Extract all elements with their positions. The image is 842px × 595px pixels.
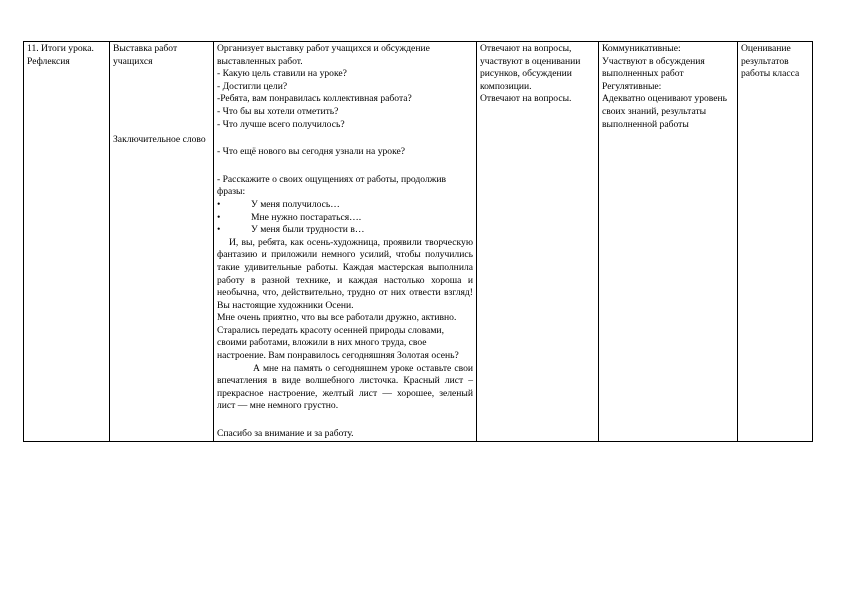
teacher-thanks: Спасибо за внимание и за работу. <box>217 428 354 440</box>
regulatory-title: Регулятивные: <box>602 80 662 92</box>
phrase-text: Мне нужно постараться…. <box>251 211 362 223</box>
teacher-question: - Что бы вы хотели отметить? <box>217 105 339 117</box>
teacher-question: - Достигли цели? <box>217 80 288 92</box>
list-item <box>217 199 473 212</box>
list-item <box>217 224 473 237</box>
bullet-icon: • <box>217 198 221 210</box>
teacher-question: - Какую цель ставили на уроке? <box>217 68 347 80</box>
communicative-text: Участвуют в обсуждения выполненных работ <box>602 55 705 80</box>
teacher-pleasant: Мне очень приятно, что вы все работали дружно, активно. Старались передать красоту осенней природы словами, своими работами, вложили в них много труда, свое настроение. Вам понравилось сегодняшняя Золотая осень? <box>217 312 459 362</box>
students-activity: Отвечают на вопросы, участвуют в оценивании рисунков, обсуждении композиции. <box>480 43 581 92</box>
content-cell <box>110 42 214 442</box>
uud-cell <box>599 42 738 442</box>
lesson-table <box>23 41 813 442</box>
phrase-text: У меня получилось… <box>251 198 340 210</box>
list-item <box>217 212 473 225</box>
bullet-icon: • <box>217 224 221 236</box>
teacher-question-new: - Что ещё нового вы сегодня узнали на уроке? <box>217 146 406 158</box>
teacher-tell-prompt: - Расскажите о своих ощущениях от работы, продолжив фразы: <box>217 173 447 198</box>
stage-title: 11. Итоги урока. <box>27 43 94 54</box>
phrase-text: У меня были трудности в… <box>251 224 365 236</box>
stage-subtitle: Рефлексия <box>27 55 70 67</box>
bullet-icon: • <box>217 211 221 223</box>
students-answers: Отвечают на вопросы. <box>480 93 572 105</box>
teacher-question: -Ребята, вам понравилась коллективная работа? <box>217 93 412 105</box>
stage-cell <box>24 42 110 442</box>
control-cell <box>738 42 813 442</box>
teacher-cell <box>214 42 477 442</box>
teacher-memory: А мне на память о сегодняшнем уроке оставьте свои впечатления в виде волшебного листочка. Красный лист – прекрасное настроение, желтый лист — хорошее, зеленый лист — мне немного грустно. <box>217 362 473 412</box>
teacher-intro: Организует выставку работ учащихся и обсуждение выставленных работ. <box>217 43 430 67</box>
students-cell <box>477 42 599 442</box>
regulatory-text: Адекватно оценивают уровень своих знаний, результаты выполненной работы <box>602 93 728 130</box>
content-item-final-word: Заключительное слово <box>113 134 206 146</box>
teacher-praise: И, вы, ребята, как осень-художница, проявили творческую фантазию и приложили немного усилий, чтобы получились такие удивительные работы. Каждая мастерская выполнила работу в разной технике, и каждая настолько хороша и необычна, что, действительно, трудно от них отвести взгляд! Вы настоящие художники Осени. <box>217 236 473 311</box>
teacher-question: - Что лучше всего получилось? <box>217 118 345 130</box>
content-item-exhibition: Выставка работ учащихся <box>113 43 178 67</box>
table-row <box>24 42 813 442</box>
control-text: Оценивание результатов работы класса <box>741 43 800 80</box>
communicative-title: Коммуникативные: <box>602 43 681 54</box>
